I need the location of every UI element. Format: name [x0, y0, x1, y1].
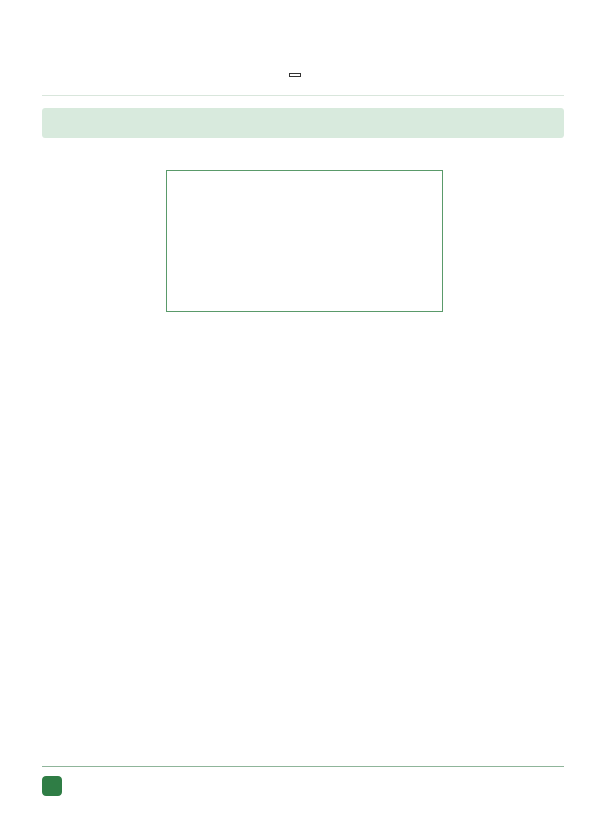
logo-icon — [42, 776, 62, 796]
key-table — [166, 170, 443, 312]
instruction-banner — [42, 108, 564, 138]
footer-divider — [42, 766, 564, 767]
series-row — [0, 70, 600, 79]
series-badge — [289, 73, 301, 77]
header-divider — [42, 95, 564, 96]
